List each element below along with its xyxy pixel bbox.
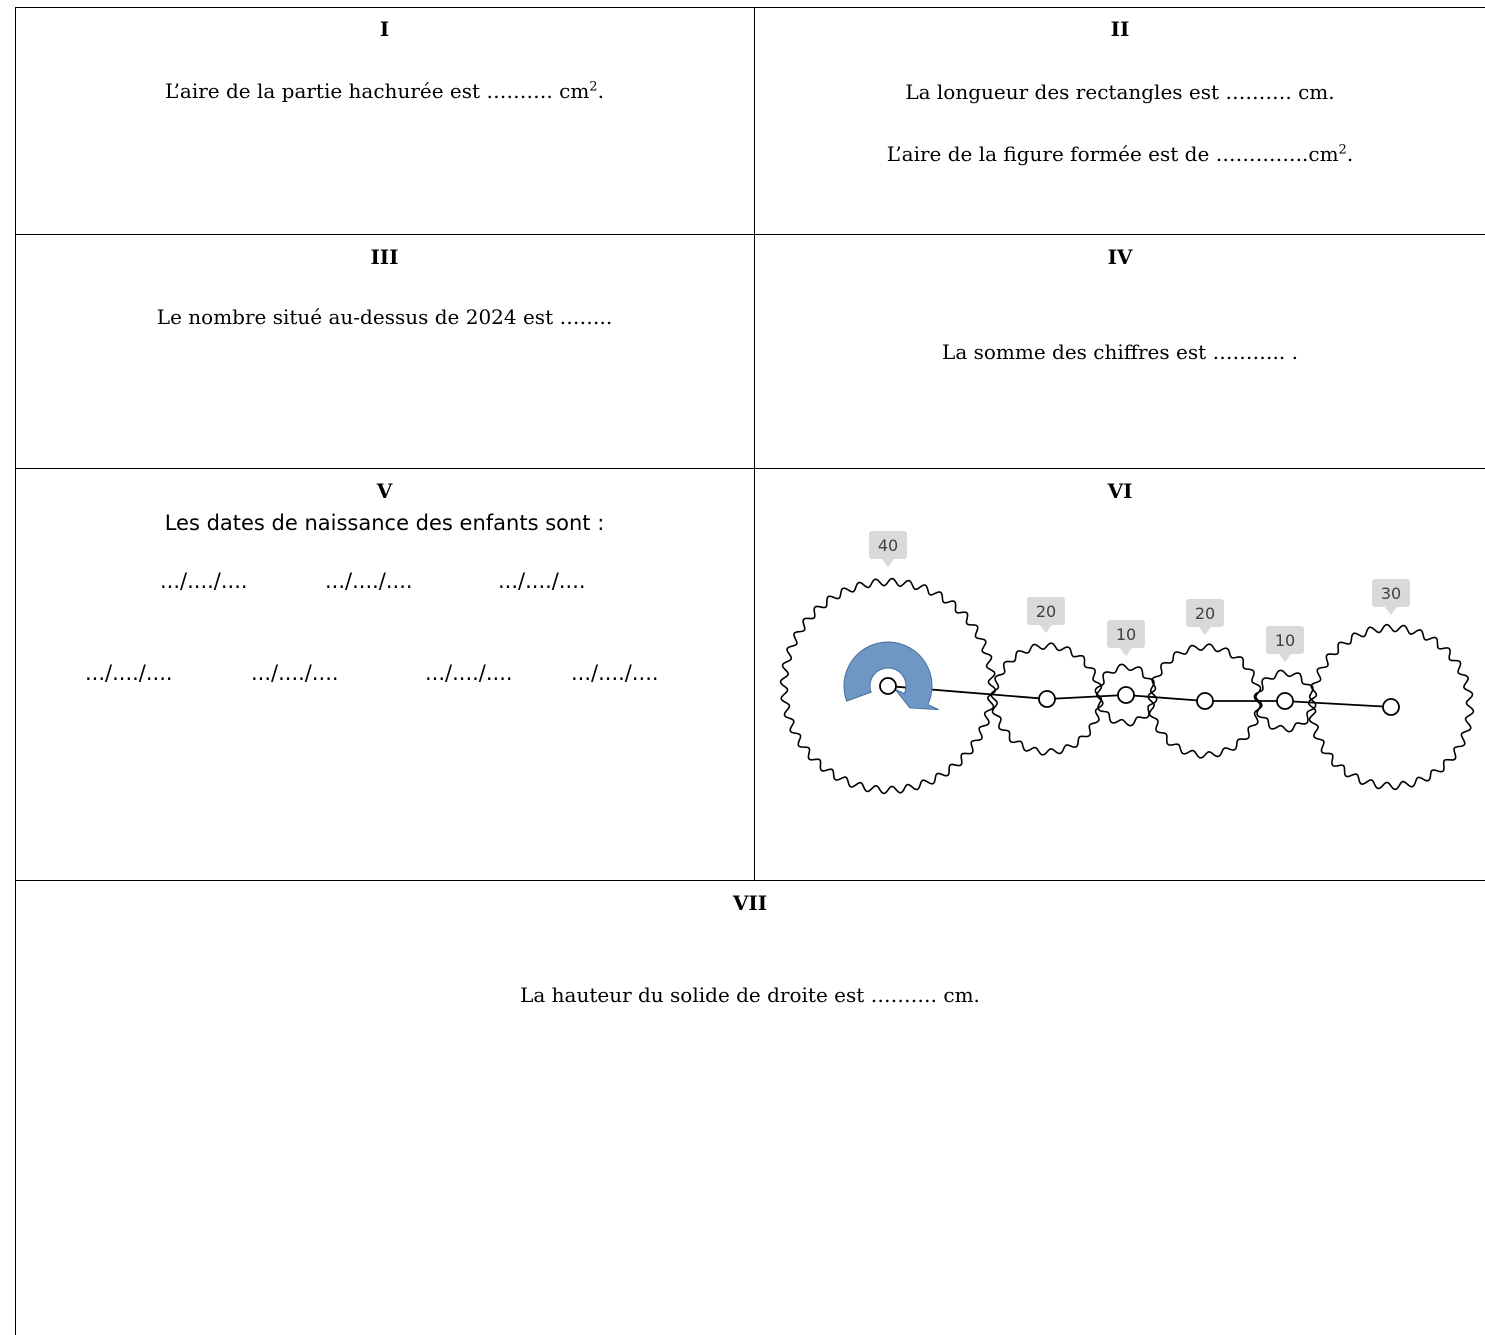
tag-pointer [1279,654,1291,662]
date-blank: .../..../.... [85,661,173,685]
connecting-rod [1293,702,1383,707]
section-label: I [379,17,390,41]
tag-pointer [1199,627,1211,635]
superscript: 2 [1338,142,1347,158]
teeth-count-label: 20 [1035,602,1057,621]
gear-hub [880,678,896,694]
question-text-main: L’aire de la figure formée est de …………..cm [886,142,1339,166]
section-label: VII [732,891,768,915]
tag-pointer [1040,625,1052,633]
section-label: VI [1107,479,1133,503]
section-label: IV [1107,245,1133,269]
connecting-rod [1055,695,1118,698]
connecting-rod [1134,696,1197,701]
date-blank: .../..../.... [425,661,513,685]
question-text-end: . [597,79,604,103]
question-text: Le nombre situé au-dessus de 2024 est …….. [156,305,613,329]
gear-hub [1039,691,1055,707]
date-blank: .../..../.... [160,569,248,593]
gear-hub [1383,699,1399,715]
question-text: La hauteur du solide de droite est ………. cm. [520,983,980,1007]
teeth-count-label: 10 [1274,631,1296,650]
teeth-count-label: 30 [1380,584,1402,603]
date-blank: .../..../.... [325,569,413,593]
question-text: La longueur des rectangles est ………. cm. [905,80,1335,104]
question-text: Les dates de naissance des enfants sont : [164,511,605,535]
date-blank: .../..../.... [251,661,339,685]
tag-pointer [1120,648,1132,656]
question-text-main: L’aire de la partie hachurée est ………. cm [165,79,590,103]
gear-hub [1118,687,1134,703]
date-blank: .../..../.... [498,569,586,593]
section-label: III [370,245,399,269]
teeth-count-label: 20 [1194,604,1216,623]
teeth-count-label: 40 [877,536,899,555]
section-label: II [1110,17,1130,41]
tag-pointer [1385,607,1397,615]
teeth-count-label: 10 [1115,625,1137,644]
section-label: V [376,479,393,503]
question-text-end: . [1346,142,1354,166]
gear-hub [1277,693,1293,709]
tag-pointer [882,559,894,567]
question-text: La somme des chiffres est ……….. . [942,340,1298,364]
rotation-arrow-icon [844,642,939,710]
date-blank: .../..../.... [571,661,659,685]
gear-hub [1197,693,1213,709]
superscript: 2 [589,79,598,95]
